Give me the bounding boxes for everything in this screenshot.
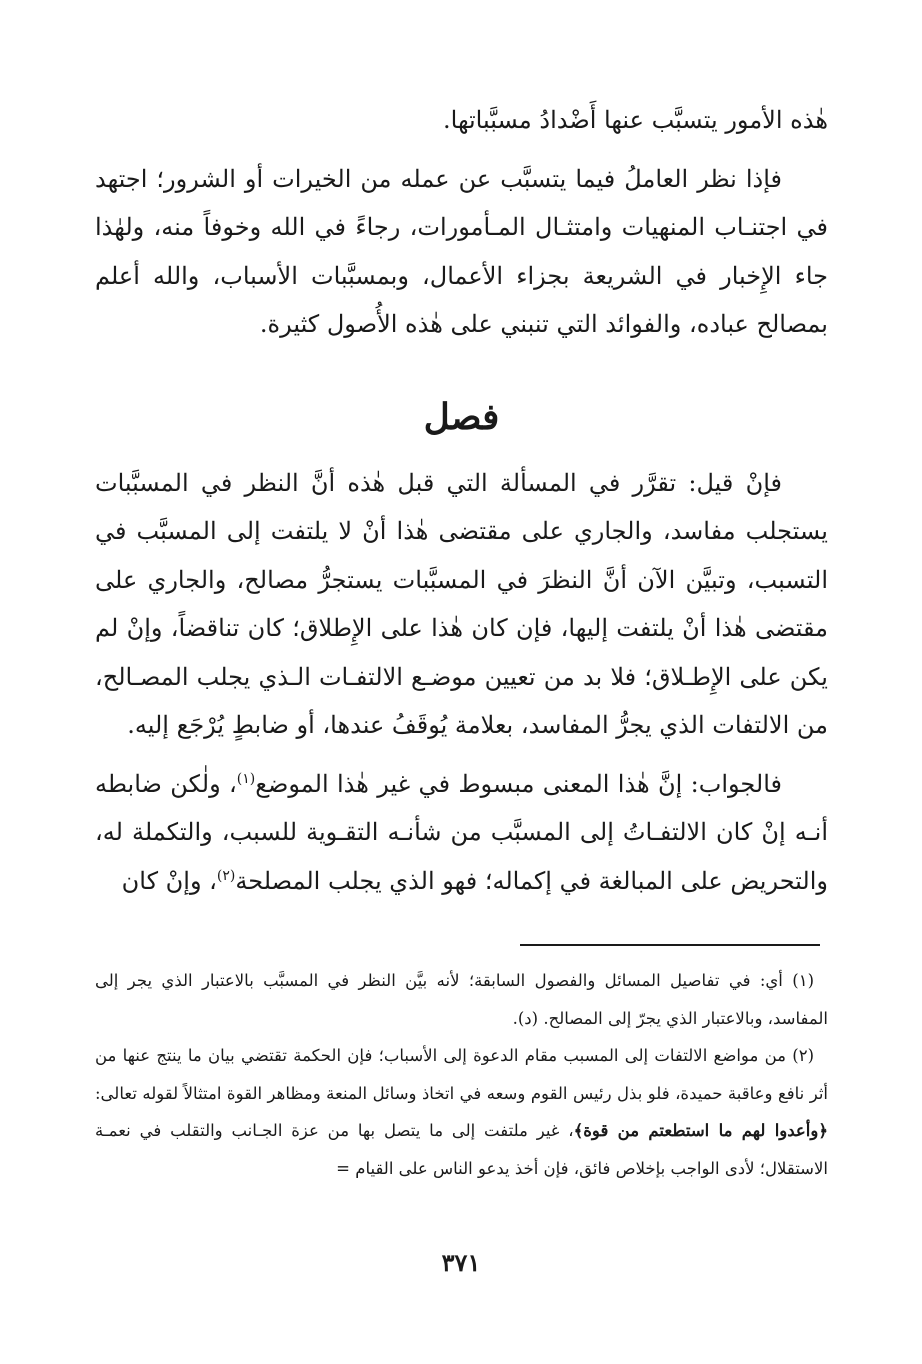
quran-quote: ﴿وأعدوا لهم ما استطعتم من قوة﴾ <box>573 1121 829 1140</box>
main-text <box>95 96 828 905</box>
footnote-separator <box>520 944 820 946</box>
answer-text-part2: ، ولٰكن ضابطه أنـه إنْ كان الالتفـاتُ إلى المسبَّب من شأنـه التقـوية للسبب، والتكملة له، والتحريض على المبالغة في إكماله؛ فهو الذي يجلب المصلحة <box>95 769 828 895</box>
answer-text-part1: فالجواب: إنَّ هٰذا المعنى مبسوط في غير هٰذا الموضع <box>255 769 782 798</box>
footnote-2 <box>95 1037 828 1187</box>
footnotes-section <box>95 962 828 1187</box>
paragraph-answer <box>95 760 828 906</box>
paragraph-continuation: هٰذه الأمور يتسبَّب عنها أَضْدادُ مسبَّباتها. <box>443 106 828 134</box>
answer-text-part3: ، وإنْ كان <box>121 866 217 895</box>
page-number: ٣٧١ <box>441 1248 481 1277</box>
footnote-1: (١) أي: في تفاصيل المسائل والفصول السابقة؛ لأنه بيَّن النظر في المسبَّب بالاعتبار الذي يجر إلى المفاسد، وبالاعتبار الذي يجرّ إلى المصالح. (د). <box>95 971 828 1028</box>
paragraph-question: فإنْ قيل: تقرَّر في المسألة التي قبل هٰذه أنَّ النظر في المسبَّبات يستجلب مفاسد، والجاري على مقتضى هٰذا أنْ لا يلتفت إلى المسبَّب في التسبب، وتبيَّن الآن أنَّ النظرَ في المسبَّبات يستجرُّ مصالح، والجاري على مقتضى هٰذا أنْ يلتفت إليها، فإن كان هٰذا على الإِطلاق؛ كان تناقضاً، وإنْ لم يكن على الإِطـلاق؛ فلا بد من تعيين موضـع الالتفـات الـذي يجلب المصـالح، من الالتفات الذي يجرُّ المفاسد، بعلامة يُوقَفُ عندها، أو ضابطٍ يُرْجَع إليه. <box>95 468 828 739</box>
footnote-ref-1[interactable]: (١) <box>236 770 256 787</box>
footnote-ref-2[interactable]: (٢) <box>216 867 236 884</box>
paragraph-worker-intent: فإذا نظر العاملُ فيما يتسبَّب عن عمله من الخيرات أو الشرور؛ اجتهد في اجتنـاب المنهيات وامتثـال المـأمورات، رجاءً في الله وخوفاً منه، ولهٰذا جاء الإِخبار في الشريعة بجزاء الأعمال، وبمسبَّبات الأسباب، والله أعلم بمصالح عباده، والفوائد التي تنبني على هٰذه الأُصول كثيرة. <box>95 164 828 338</box>
footnote-2-text-part2: ، غير ملتفت إلى ما يتصل بها من عزة الجـانب والتقلب في نعمـة الاستقلال؛ لأدى الواجب بإخلاص فائق، فإن أخذ يدعو الناس على القيام = <box>95 1121 828 1178</box>
footnote-2-text-part1: (٢) من مواضع الالتفات إلى المسبب مقام الدعوة إلى الأسباب؛ فإن الحكمة تقتضي بيان ما ينتج عنها من أثر نافع وعاقبة حميدة، فلو بذل رئيس القوم وسعه في اتخاذ وسائل المنعة ومظاهر القوة امتثالاً لقوله تعالى: <box>95 1046 828 1103</box>
section-heading: فصل <box>423 395 500 438</box>
